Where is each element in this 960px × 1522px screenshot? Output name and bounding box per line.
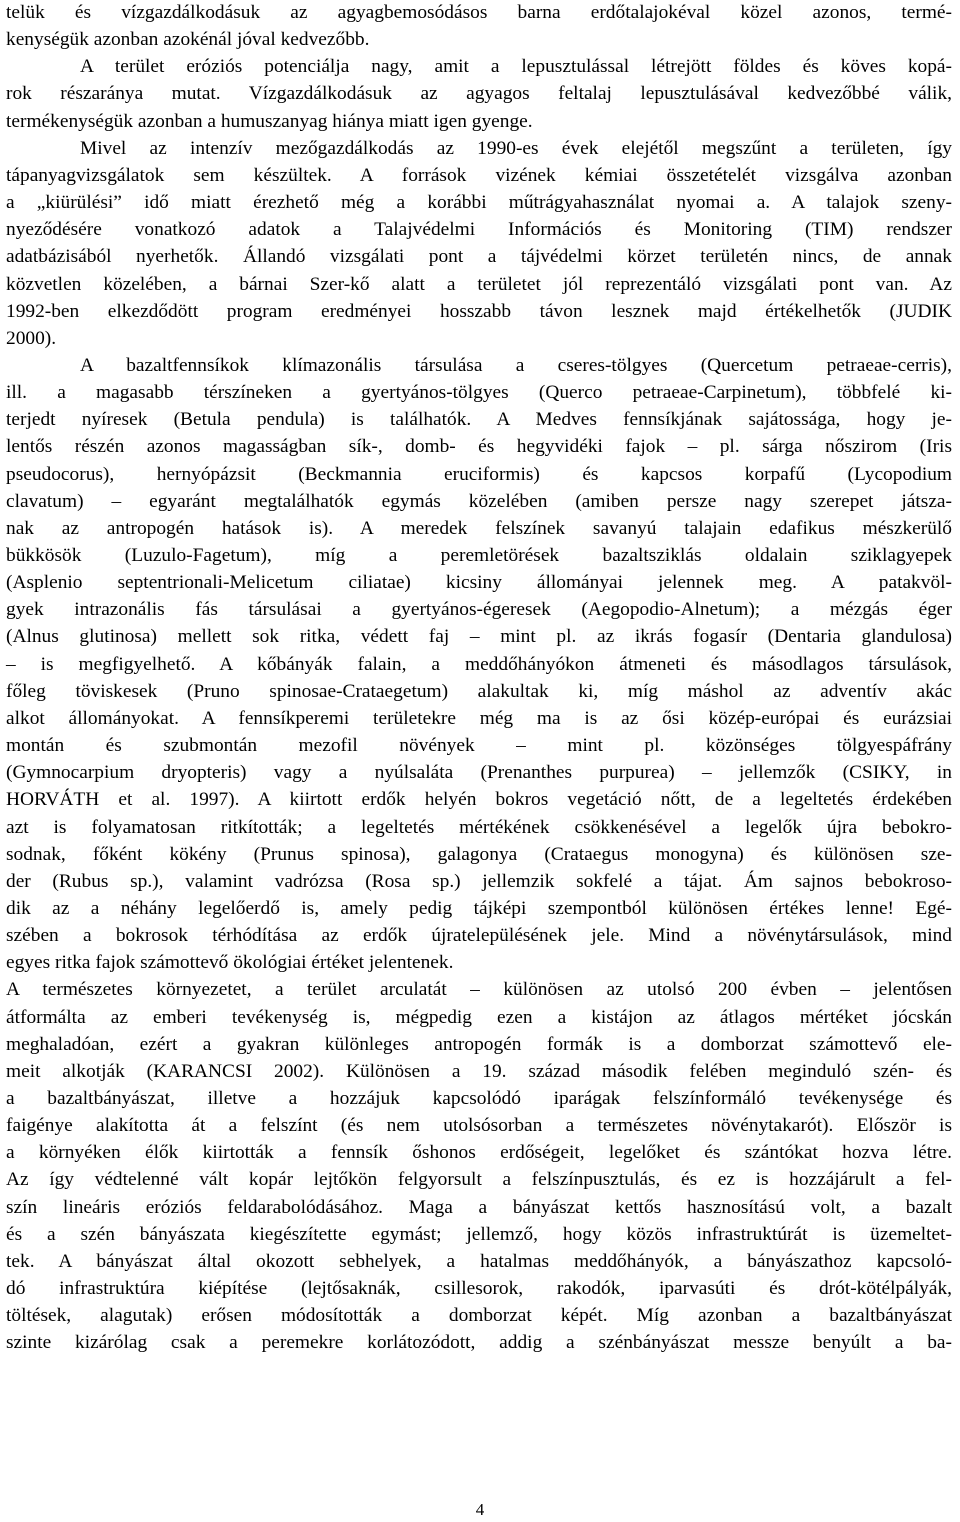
text-line: 1992-ben elkezdődött program eredményei hosszabb távon lesznek majd értékelhetők (JUDIK xyxy=(6,300,952,322)
text-line: A bazaltfennsíkok klímazonális társulása a cseres-tölgyes (Quercetum petraeae-cerris), xyxy=(80,354,952,376)
text-line: tápanyagvizsgálatok sem készültek. A források vizének kémiai összetételét vizsgálva azonban xyxy=(6,164,952,186)
text-line: a „kiürülési” idő miatt érezhető még a korábbi műtrágyahasználat nyomai a. A talajok szeny- xyxy=(6,192,952,214)
text-line: termékenységük azonban a humuszanyag hiánya miatt igen gyenge. xyxy=(6,110,533,132)
text-line: kenységük azonban azokénál jóval kedvezőbb. xyxy=(6,29,370,51)
text-line: bükkösök (Luzulo-Fagetum), míg a peremletörések bazaltsziklás oldalain sziklagyepek xyxy=(6,545,952,566)
text-line: közvetlen közelében, a bárnai Szer-kő alatt a területet jól reprezentáló vizsgálati pont van. Az xyxy=(6,273,952,295)
text-line: montán és szubmontán mezofil növények – mint pl. közönséges tölgyespáfrány xyxy=(6,735,952,757)
text-line: (Alnus glutinosa) mellett sok ritka, védett faj – mint pl. az ikrás fogasír (Dentaria glandulosa) xyxy=(6,626,952,648)
text-line: HORVÁTH et al. 1997). A kiirtott erdők helyén bokros vegetáció nőtt, de a legeltetés érdekében xyxy=(6,789,952,811)
page-number: 4 xyxy=(475,1500,485,1519)
text-line: és a szén bányászata kiegészítette egymást; jellemző, hogy közös infrastruktúrát is üzemeltet- xyxy=(6,1223,952,1245)
text-line: főleg töviskesek (Pruno spinosae-Crataegetum) alakultak ki, míg máshol az adventív akác xyxy=(6,680,952,702)
text-line: dik az a néhány legelőerdő is, amely pedig tájképi szempontból különösen értékes lenne! Egé- xyxy=(6,897,952,919)
text-line: azt is folyamatosan ritkították; a legeltetés mértékének csökkenésével a legelők újra bebokro- xyxy=(6,816,952,838)
text-line: töltések, alagutak) erősen módosították a domborzat képét. Míg azonban a bazaltbányászat xyxy=(6,1305,952,1327)
text-line: – is megfigyelhető. A kőbányák falain, a meddőhányókon átmeneti és másodlagos társulások, xyxy=(6,653,952,675)
text-line: Mivel az intenzív mezőgazdálkodás az 1990-es évek elejétől megszűnt a területen, így xyxy=(80,137,952,159)
text-line: szében a bokrosok térhódítása az erdők újratelepülésének jele. Mind a növénytársulások, mind xyxy=(6,925,952,947)
text-line: dó infrastruktúra kiépítése (lejtősaknák, csillesorok, rakodók, iparvasúti és drót-kötélpályák, xyxy=(6,1278,952,1300)
text-line: szín lineáris eróziós feldarabolódásához. Maga a bányászat kettős hasznosítású volt, a bazalt xyxy=(6,1196,952,1218)
text-line: A természetes környezetet, a terület arculatát – különösen az utolsó 200 évben – jelentősen xyxy=(6,979,952,1001)
text-line: telük és vízgazdálkodásuk az agyagbemosódásos barna erdőtalajokéval közel azonos, termé- xyxy=(6,2,952,23)
text-line: tek. A bányászat által okozott sebhelyek, a hatalmas meddőhányók, a bányászathoz kapcsoló- xyxy=(6,1250,952,1272)
text-line: meit alkotják (KARANCSI 2002). Különösen a 19. század második felében meginduló szén- és xyxy=(6,1060,952,1082)
text-line: egyes ritka fajok számottevő ökológiai értéket jelentenek. xyxy=(6,952,454,974)
text-line: der (Rubus sp.), valamint vadrózsa (Rosa sp.) jellemzik sokfelé a tájat. Ám sajnos bebokroso- xyxy=(6,870,952,892)
text-line: ill. a magasabb térszíneken a gyertyános-tölgyes (Querco petraeae-Carpinetum), többfelé ki- xyxy=(6,382,952,404)
text-line: meghaladóan, ezért a gyakran különleges antropogén formák is a domborzat számottevő ele- xyxy=(6,1033,952,1055)
text-line: sodnak, főként kökény (Prunus spinosa), galagonya (Crataegus monogyna) és különösen sze- xyxy=(6,843,952,865)
text-line: Az így védtelenné vált kopár lejtőkön felgyorsult a felszínpusztulás, és ez is hozzájárult a fel- xyxy=(6,1169,952,1191)
text-line: átformálta az emberi tevékenység is, mégpedig ezen a kistájon az átlagos mértéket jócskán xyxy=(6,1006,952,1028)
text-line: lentős részén azonos magasságban sík-, domb- és hegyvidéki fajok – pl. sárga nőszirom (Iris xyxy=(6,436,952,458)
text-line: 2000). xyxy=(6,327,57,349)
text-line: gyek intrazonális fás társulásai a gyertyános-égeresek (Aegopodio-Alnetum); a mézgás éger xyxy=(6,599,952,621)
text-line: A terület eróziós potenciálja nagy, amit a lepusztulással létrejött földes és köves kopá- xyxy=(80,56,952,78)
text-line: alkot állományokat. A fennsíkperemi területekre még ma is az ősi közép-európai és eurázsiai xyxy=(6,707,952,729)
text-line: nak az antropogén hatások is). A meredek felszínek savanyú talajain edafikus mészkerülő xyxy=(6,517,952,539)
text-line: (Asplenio septentrionali-Melicetum ciliatae) kicsiny állományai jelennek meg. A patakvöl- xyxy=(6,572,952,594)
text-line: (Gymnocarpium dryopteris) vagy a nyúlsaláta (Prenanthes purpurea) – jellemzők (CSIKY, in xyxy=(6,762,952,784)
text-line: terjedt nyíresek (Betula pendula) is találhatók. A Medves fennsíkjának sajátossága, hogy je- xyxy=(6,409,952,431)
text-line: clavatum) – egyaránt megtalálhatók egymás közelében (amiben persze nagy szerepet játsza- xyxy=(6,490,952,512)
text-line: nyeződésére vonatkozó adatok a Talajvédelmi Információs és Monitoring (TIM) rendszer xyxy=(6,219,952,241)
text-line: faigénye alakította át a felszínt (és nem utolsósorban a természetes növénytakarót). Először is xyxy=(6,1115,952,1137)
text-line: rok részaránya mutat. Vízgazdálkodásuk az agyagos feltalaj lepusztulásával kedvezőbbé válik, xyxy=(6,83,952,105)
text-line: szinte kizárólag csak a peremekre korlátozódott, addig a szénbányászat messze benyúlt a ba- xyxy=(6,1332,952,1354)
text-line: pseudocorus), hernyópázsit (Beckmannia eruciformis) és kapcsos korpafű (Lycopodium xyxy=(6,463,952,485)
text-line: a bazaltbányászat, illetve a hozzájuk kapcsolódó iparágak felszínformáló tevékenysége és xyxy=(6,1088,952,1109)
text-line: a környéken élők kiirtották a fennsík őshonos erdőségeit, legelőket és szántókat hozva létre. xyxy=(6,1142,952,1164)
text-line: adatbázisából nyerhetők. Állandó vizsgálati pont a tájvédelmi körzet területén nincs, de annak xyxy=(6,246,952,268)
